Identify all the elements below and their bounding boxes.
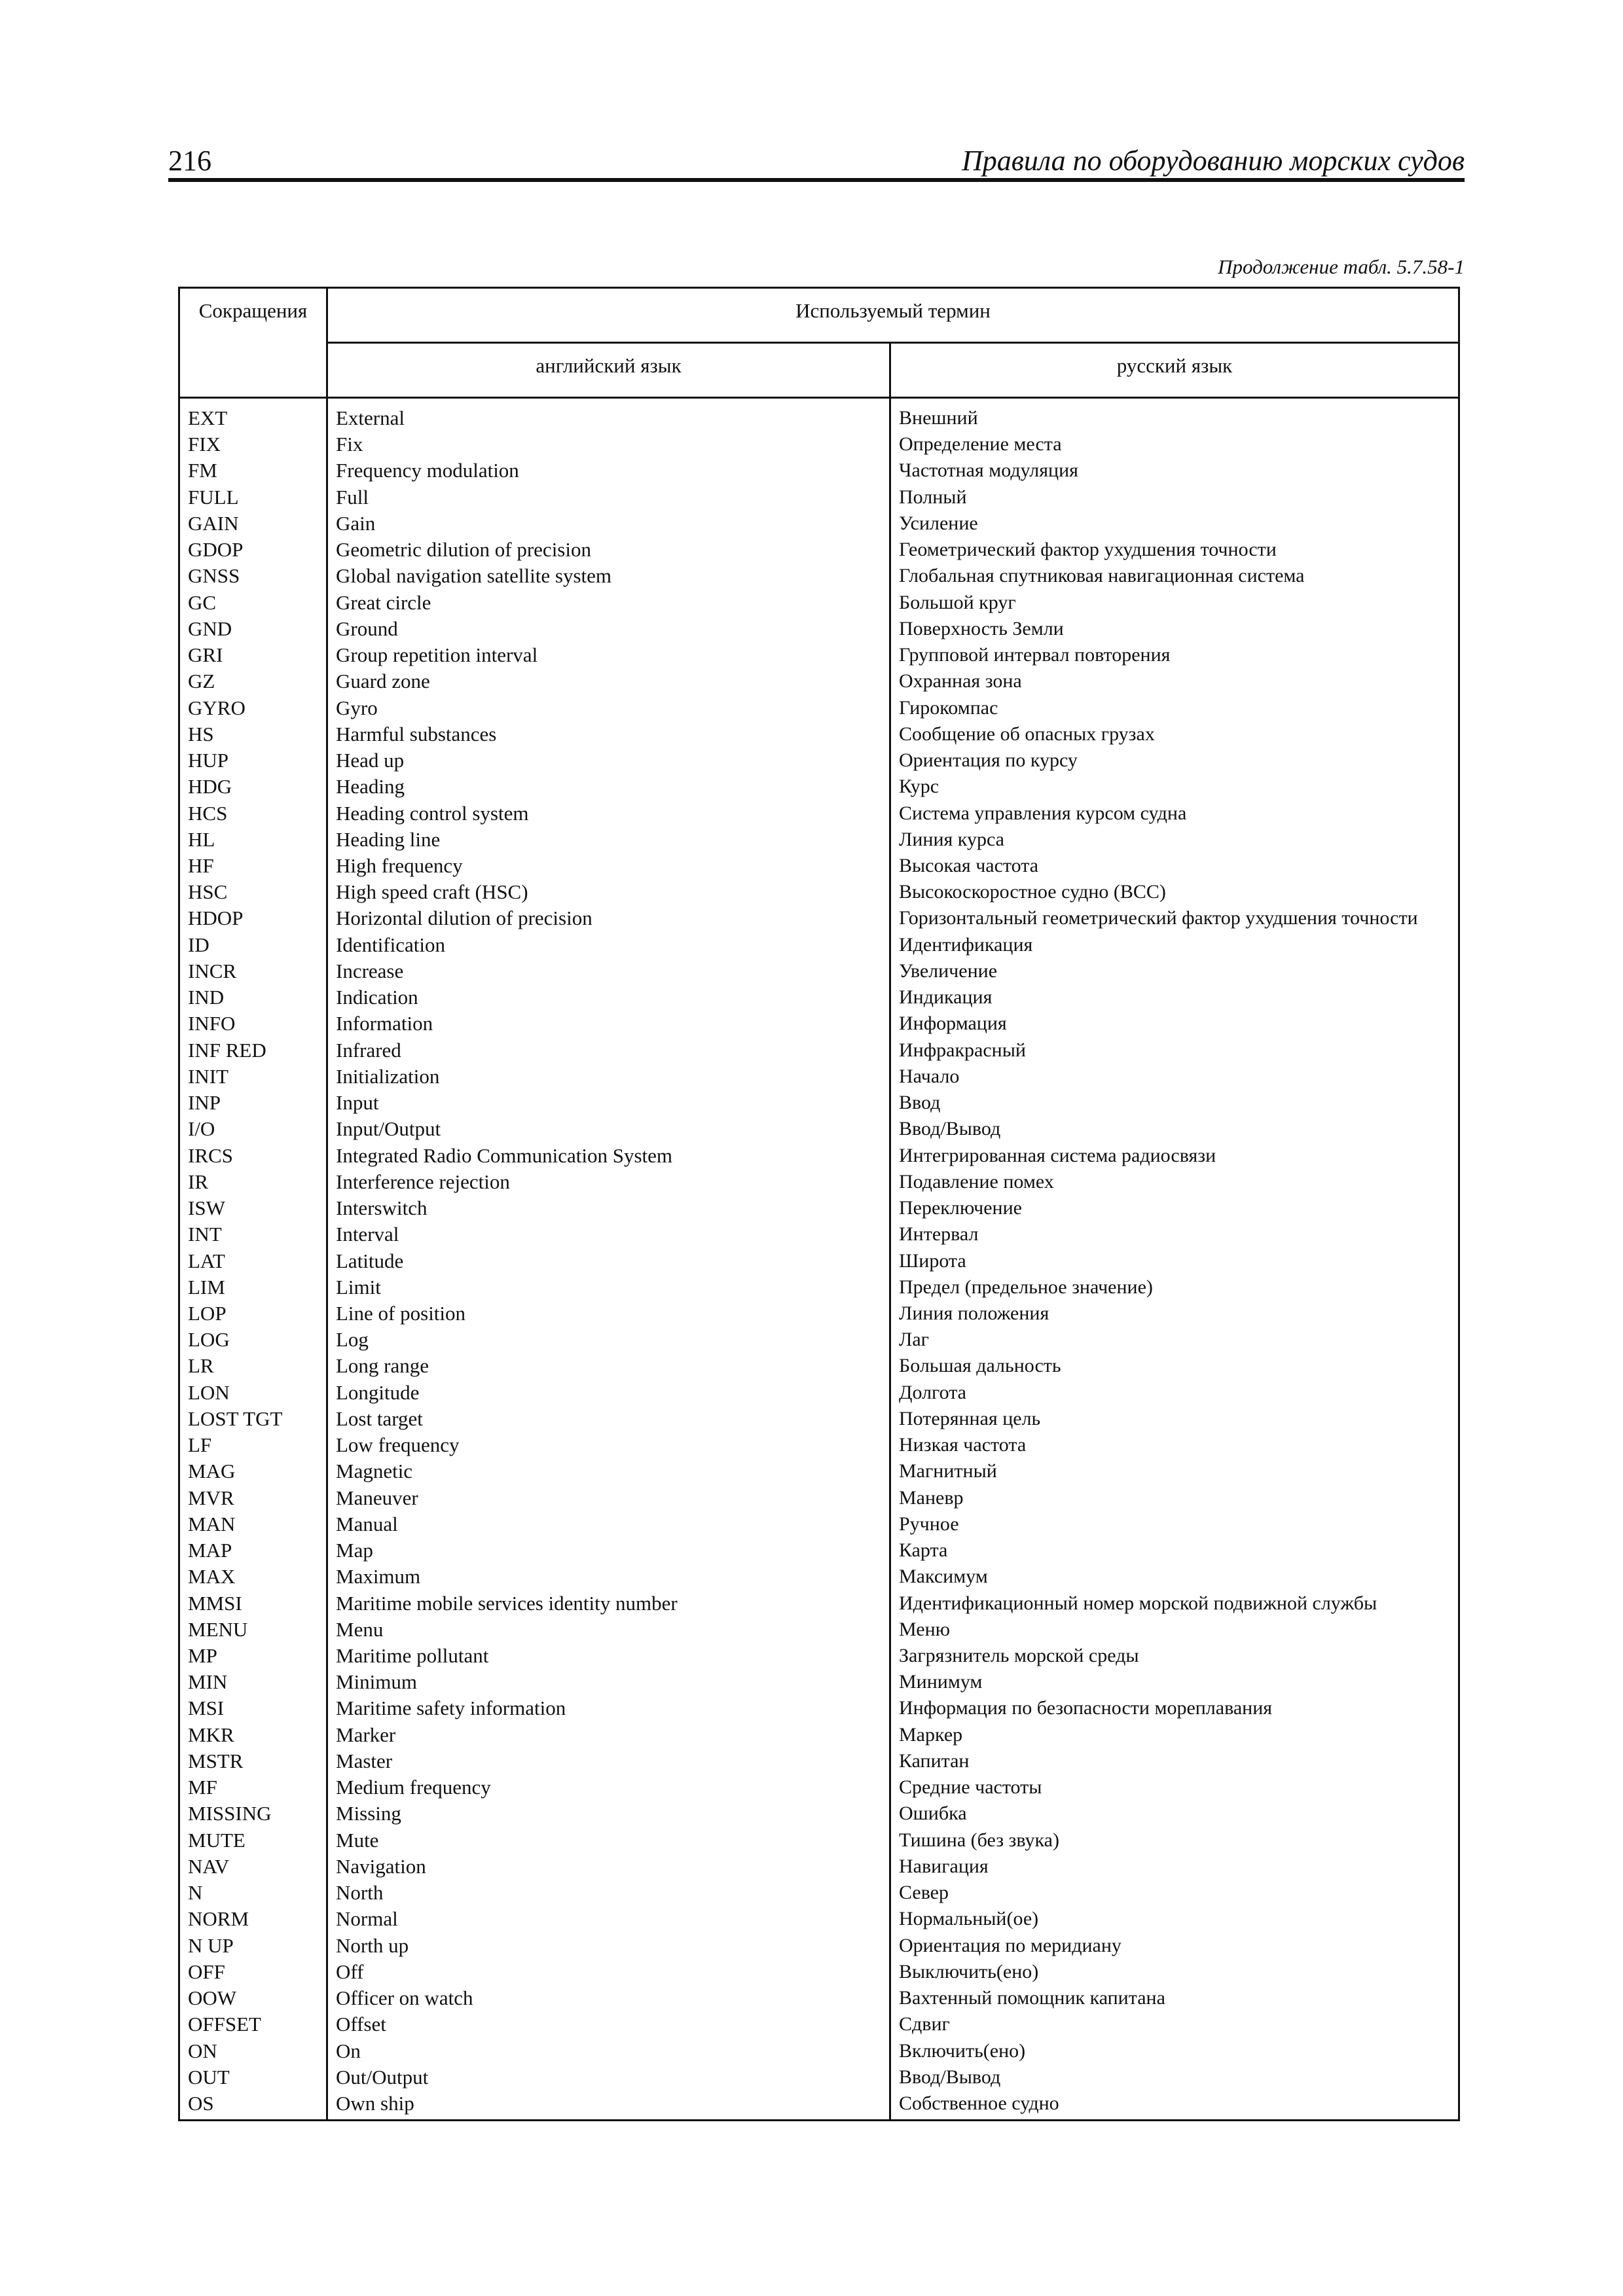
russian-term-cell: Ручное bbox=[890, 1511, 1459, 1537]
abbreviation-cell: FIX bbox=[179, 431, 327, 457]
english-term-cell: Great circle bbox=[327, 590, 890, 616]
russian-term-cell: Капитан bbox=[890, 1748, 1459, 1774]
russian-term-cell: Переключение bbox=[890, 1195, 1459, 1221]
abbreviation-cell: FM bbox=[179, 457, 327, 484]
english-term-cell: Guard zone bbox=[327, 668, 890, 694]
english-term-cell: Minimum bbox=[327, 1669, 890, 1695]
abbreviation-cell: GNSS bbox=[179, 563, 327, 589]
column-header-english: английский язык bbox=[327, 343, 890, 398]
table-row bbox=[179, 1037, 1459, 1064]
russian-term-cell: Идентификационный номер морской подвижной службы bbox=[890, 1590, 1459, 1617]
table-caption: Продолжение табл. 5.7.58-1 bbox=[1218, 255, 1465, 278]
table-row bbox=[179, 2090, 1459, 2121]
russian-term-cell: Усиление bbox=[890, 511, 1459, 537]
english-term-cell: North up bbox=[327, 1933, 890, 1959]
abbreviation-cell: INP bbox=[179, 1090, 327, 1116]
russian-term-cell: Сдвиг bbox=[890, 2011, 1459, 2037]
english-term-cell: Offset bbox=[327, 2011, 890, 2037]
english-term-cell: Officer on watch bbox=[327, 1985, 890, 2011]
abbreviation-cell: MENU bbox=[179, 1617, 327, 1643]
abbreviation-cell: LF bbox=[179, 1432, 327, 1458]
english-term-cell: Magnetic bbox=[327, 1458, 890, 1484]
table-row bbox=[179, 2011, 1459, 2037]
english-term-cell: Manual bbox=[327, 1511, 890, 1537]
abbreviation-cell: LOG bbox=[179, 1327, 327, 1353]
table-row bbox=[179, 1221, 1459, 1247]
english-term-cell: Map bbox=[327, 1537, 890, 1564]
english-term-cell: Maritime pollutant bbox=[327, 1643, 890, 1669]
abbreviation-cell: GYRO bbox=[179, 695, 327, 721]
table-row bbox=[179, 1643, 1459, 1669]
abbreviation-cell: MKR bbox=[179, 1722, 327, 1748]
abbreviation-cell: MUTE bbox=[179, 1827, 327, 1854]
russian-term-cell: Инфракрасный bbox=[890, 1037, 1459, 1064]
english-term-cell: Indication bbox=[327, 984, 890, 1011]
table-row bbox=[179, 1406, 1459, 1432]
table-row bbox=[179, 1774, 1459, 1801]
english-term-cell: Interval bbox=[327, 1221, 890, 1247]
russian-term-cell: Лаг bbox=[890, 1327, 1459, 1353]
english-term-cell: Harmful substances bbox=[327, 721, 890, 747]
table-row bbox=[179, 1827, 1459, 1854]
russian-term-cell: Глобальная спутниковая навигационная система bbox=[890, 563, 1459, 589]
english-term-cell: Increase bbox=[327, 958, 890, 984]
russian-term-cell: Интегрированная система радиосвязи bbox=[890, 1143, 1459, 1169]
table-row bbox=[179, 827, 1459, 853]
english-term-cell: Master bbox=[327, 1748, 890, 1774]
english-term-cell: Latitude bbox=[327, 1248, 890, 1274]
table-row bbox=[179, 853, 1459, 879]
russian-term-cell: Выключить(ено) bbox=[890, 1959, 1459, 1985]
russian-term-cell: Загрязнитель морской среды bbox=[890, 1643, 1459, 1669]
russian-term-cell: Поверхность Земли bbox=[890, 616, 1459, 642]
russian-term-cell: Минимум bbox=[890, 1669, 1459, 1695]
table-row bbox=[179, 1748, 1459, 1774]
english-term-cell: Head up bbox=[327, 747, 890, 774]
abbreviation-cell: MMSI bbox=[179, 1590, 327, 1617]
russian-term-cell: Групповой интервал повторения bbox=[890, 642, 1459, 668]
english-term-cell: North bbox=[327, 1880, 890, 1906]
english-term-cell: Initialization bbox=[327, 1064, 890, 1090]
abbreviation-cell: OFFSET bbox=[179, 2011, 327, 2037]
table-row bbox=[179, 1116, 1459, 1142]
table-row bbox=[179, 1537, 1459, 1564]
english-term-cell: Heading line bbox=[327, 827, 890, 853]
table-row bbox=[179, 800, 1459, 827]
table-row bbox=[179, 1458, 1459, 1484]
column-header-russian: русский язык bbox=[890, 343, 1459, 398]
russian-term-cell: Долгота bbox=[890, 1380, 1459, 1406]
page-header bbox=[168, 143, 1465, 181]
russian-term-cell: Собственное судно bbox=[890, 2090, 1459, 2121]
abbreviation-cell: MSI bbox=[179, 1695, 327, 1721]
russian-term-cell: Определение места bbox=[890, 431, 1459, 457]
abbreviation-cell: HSC bbox=[179, 879, 327, 905]
table-row bbox=[179, 2064, 1459, 2090]
abbreviation-cell: ID bbox=[179, 932, 327, 958]
table-row bbox=[179, 1195, 1459, 1221]
english-term-cell: Heading control system bbox=[327, 800, 890, 827]
abbreviation-cell: HCS bbox=[179, 800, 327, 827]
russian-term-cell: Ввод/Вывод bbox=[890, 1116, 1459, 1142]
abbreviation-cell: HUP bbox=[179, 747, 327, 774]
table-row bbox=[179, 1617, 1459, 1643]
english-term-cell: Maneuver bbox=[327, 1485, 890, 1511]
russian-term-cell: Высокоскоростное судно (ВСС) bbox=[890, 879, 1459, 905]
table-row bbox=[179, 1353, 1459, 1379]
russian-term-cell: Гирокомпас bbox=[890, 695, 1459, 721]
abbreviation-cell: MAX bbox=[179, 1564, 327, 1590]
abbreviation-cell: NORM bbox=[179, 1906, 327, 1932]
english-term-cell: Maximum bbox=[327, 1564, 890, 1590]
english-term-cell: Own ship bbox=[327, 2090, 890, 2121]
table-row bbox=[179, 457, 1459, 484]
english-term-cell: Long range bbox=[327, 1353, 890, 1379]
russian-term-cell: Магнитный bbox=[890, 1458, 1459, 1484]
table-row bbox=[179, 1143, 1459, 1169]
table-row bbox=[179, 1511, 1459, 1537]
table-row bbox=[179, 1274, 1459, 1300]
russian-term-cell: Максимум bbox=[890, 1564, 1459, 1590]
table-row bbox=[179, 616, 1459, 642]
english-term-cell: Fix bbox=[327, 431, 890, 457]
abbreviation-cell: MAG bbox=[179, 1458, 327, 1484]
page-number: 216 bbox=[168, 145, 211, 177]
abbreviation-cell: LR bbox=[179, 1353, 327, 1379]
abbreviation-cell: OS bbox=[179, 2090, 327, 2121]
english-term-cell: Menu bbox=[327, 1617, 890, 1643]
table-row bbox=[179, 668, 1459, 694]
abbreviation-cell: GAIN bbox=[179, 511, 327, 537]
english-term-cell: Information bbox=[327, 1011, 890, 1037]
russian-term-cell: Навигация bbox=[890, 1854, 1459, 1880]
abbreviation-cell: INT bbox=[179, 1221, 327, 1247]
english-term-cell: Input/Output bbox=[327, 1116, 890, 1142]
table-row bbox=[179, 1248, 1459, 1274]
abbreviation-cell: MP bbox=[179, 1643, 327, 1669]
abbreviation-cell: ISW bbox=[179, 1195, 327, 1221]
table-row bbox=[179, 1669, 1459, 1695]
abbreviation-cell: IR bbox=[179, 1169, 327, 1195]
russian-term-cell: Большая дальность bbox=[890, 1353, 1459, 1379]
table-row bbox=[179, 905, 1459, 931]
table-row bbox=[179, 721, 1459, 747]
russian-term-cell: Маневр bbox=[890, 1485, 1459, 1511]
abbreviation-cell: LOST TGT bbox=[179, 1406, 327, 1432]
table-row bbox=[179, 1590, 1459, 1617]
english-term-cell: Line of position bbox=[327, 1300, 890, 1327]
english-term-cell: Out/Output bbox=[327, 2064, 890, 2090]
abbreviation-cell: MVR bbox=[179, 1485, 327, 1511]
abbreviation-cell: INF RED bbox=[179, 1037, 327, 1064]
russian-term-cell: Частотная модуляция bbox=[890, 457, 1459, 484]
english-term-cell: Gyro bbox=[327, 695, 890, 721]
table-row bbox=[179, 1854, 1459, 1880]
table-row bbox=[179, 1722, 1459, 1748]
table-subheader-row bbox=[179, 343, 1459, 398]
table-row bbox=[179, 642, 1459, 668]
russian-term-cell: Полный bbox=[890, 484, 1459, 511]
english-term-cell: Horizontal dilution of precision bbox=[327, 905, 890, 931]
table-row bbox=[179, 2038, 1459, 2064]
russian-term-cell: Тишина (без звука) bbox=[890, 1827, 1459, 1854]
russian-term-cell: Информация bbox=[890, 1011, 1459, 1037]
english-term-cell: Log bbox=[327, 1327, 890, 1353]
table-row bbox=[179, 484, 1459, 511]
table-header-row bbox=[179, 288, 1459, 343]
english-term-cell: Off bbox=[327, 1959, 890, 1985]
abbreviation-cell: MAN bbox=[179, 1511, 327, 1537]
abbreviation-cell: GC bbox=[179, 590, 327, 616]
abbreviation-cell: INCR bbox=[179, 958, 327, 984]
abbreviation-cell: OOW bbox=[179, 1985, 327, 2011]
abbreviation-cell: MIN bbox=[179, 1669, 327, 1695]
abbreviation-cell: HS bbox=[179, 721, 327, 747]
abbreviation-cell: MAP bbox=[179, 1537, 327, 1564]
abbreviation-cell: INIT bbox=[179, 1064, 327, 1090]
english-term-cell: Gain bbox=[327, 511, 890, 537]
russian-term-cell: Низкая частота bbox=[890, 1432, 1459, 1458]
russian-term-cell: Линия положения bbox=[890, 1300, 1459, 1327]
table-row bbox=[179, 1485, 1459, 1511]
abbreviation-cell: N UP bbox=[179, 1933, 327, 1959]
russian-term-cell: Начало bbox=[890, 1064, 1459, 1090]
abbreviation-cell: MSTR bbox=[179, 1748, 327, 1774]
table-row bbox=[179, 1432, 1459, 1458]
russian-term-cell: Сообщение об опасных грузах bbox=[890, 721, 1459, 747]
english-term-cell: Frequency modulation bbox=[327, 457, 890, 484]
russian-term-cell: Ввод/Вывод bbox=[890, 2064, 1459, 2090]
russian-term-cell: Курс bbox=[890, 774, 1459, 800]
abbreviation-cell: LOP bbox=[179, 1300, 327, 1327]
russian-term-cell: Средние частоты bbox=[890, 1774, 1459, 1801]
header-rule bbox=[168, 178, 1465, 182]
english-term-cell: Maritime safety information bbox=[327, 1695, 890, 1721]
russian-term-cell: Охранная зона bbox=[890, 668, 1459, 694]
russian-term-cell: Увеличение bbox=[890, 958, 1459, 984]
table-row bbox=[179, 1090, 1459, 1116]
english-term-cell: Interswitch bbox=[327, 1195, 890, 1221]
russian-term-cell: Высокая частота bbox=[890, 853, 1459, 879]
english-term-cell: Geometric dilution of precision bbox=[327, 537, 890, 563]
abbreviation-cell: HDOP bbox=[179, 905, 327, 931]
abbreviation-cell: HDG bbox=[179, 774, 327, 800]
table-row bbox=[179, 1380, 1459, 1406]
russian-term-cell: Карта bbox=[890, 1537, 1459, 1564]
abbreviation-cell: GND bbox=[179, 616, 327, 642]
english-term-cell: High frequency bbox=[327, 853, 890, 879]
table-row bbox=[179, 1169, 1459, 1195]
english-term-cell: Marker bbox=[327, 1722, 890, 1748]
english-term-cell: Limit bbox=[327, 1274, 890, 1300]
russian-term-cell: Потерянная цель bbox=[890, 1406, 1459, 1432]
table-row bbox=[179, 398, 1459, 432]
russian-term-cell: Подавление помех bbox=[890, 1169, 1459, 1195]
russian-term-cell: Внешний bbox=[890, 398, 1459, 432]
abbreviation-cell: EXT bbox=[179, 398, 327, 432]
russian-term-cell: Геометрический фактор ухудшения точности bbox=[890, 537, 1459, 563]
russian-term-cell: Ориентация по меридиану bbox=[890, 1933, 1459, 1959]
table-row bbox=[179, 511, 1459, 537]
russian-term-cell: Вахтенный помощник капитана bbox=[890, 1985, 1459, 2011]
english-term-cell: Longitude bbox=[327, 1380, 890, 1406]
abbreviation-cell: LON bbox=[179, 1380, 327, 1406]
table-row bbox=[179, 695, 1459, 721]
russian-term-cell: Ввод bbox=[890, 1090, 1459, 1116]
table-row bbox=[179, 563, 1459, 589]
russian-term-cell: Интервал bbox=[890, 1221, 1459, 1247]
english-term-cell: Maritime mobile services identity number bbox=[327, 1590, 890, 1617]
english-term-cell: High speed craft (HSC) bbox=[327, 879, 890, 905]
russian-term-cell: Меню bbox=[890, 1617, 1459, 1643]
russian-term-cell: Ошибка bbox=[890, 1801, 1459, 1827]
table-row bbox=[179, 1801, 1459, 1827]
russian-term-cell: Широта bbox=[890, 1248, 1459, 1274]
abbreviation-cell: GRI bbox=[179, 642, 327, 668]
abbreviation-cell: IND bbox=[179, 984, 327, 1011]
abbreviation-cell: OUT bbox=[179, 2064, 327, 2090]
table-row bbox=[179, 590, 1459, 616]
table-row bbox=[179, 774, 1459, 800]
english-term-cell: Group repetition interval bbox=[327, 642, 890, 668]
russian-term-cell: Индикация bbox=[890, 984, 1459, 1011]
russian-term-cell: Ориентация по курсу bbox=[890, 747, 1459, 774]
table-row bbox=[179, 747, 1459, 774]
table-body bbox=[179, 398, 1459, 2121]
russian-term-cell: Нормальный(ое) bbox=[890, 1906, 1459, 1932]
english-term-cell: External bbox=[327, 398, 890, 432]
table-row bbox=[179, 1564, 1459, 1590]
table-row bbox=[179, 1695, 1459, 1721]
english-term-cell: Heading bbox=[327, 774, 890, 800]
russian-term-cell: Предел (предельное значение) bbox=[890, 1274, 1459, 1300]
english-term-cell: Mute bbox=[327, 1827, 890, 1854]
english-term-cell: Infrared bbox=[327, 1037, 890, 1064]
english-term-cell: Input bbox=[327, 1090, 890, 1116]
table-row bbox=[179, 1933, 1459, 1959]
english-term-cell: Identification bbox=[327, 932, 890, 958]
abbreviation-cell: GDOP bbox=[179, 537, 327, 563]
abbreviation-cell: FULL bbox=[179, 484, 327, 511]
abbreviation-cell: GZ bbox=[179, 668, 327, 694]
english-term-cell: On bbox=[327, 2038, 890, 2064]
abbreviation-cell: LIM bbox=[179, 1274, 327, 1300]
russian-term-cell: Идентификация bbox=[890, 932, 1459, 958]
russian-term-cell: Система управления курсом судна bbox=[890, 800, 1459, 827]
english-term-cell: Low frequency bbox=[327, 1432, 890, 1458]
table-row bbox=[179, 1064, 1459, 1090]
abbreviations-table bbox=[178, 287, 1460, 2121]
abbreviation-cell: MISSING bbox=[179, 1801, 327, 1827]
running-title: Правила по оборудованию морских судов bbox=[961, 145, 1465, 177]
table-row bbox=[179, 1906, 1459, 1932]
table-row bbox=[179, 958, 1459, 984]
english-term-cell: Normal bbox=[327, 1906, 890, 1932]
english-term-cell: Ground bbox=[327, 616, 890, 642]
table-row bbox=[179, 879, 1459, 905]
column-header-term: Используемый термин bbox=[327, 288, 1459, 343]
abbreviation-cell: INFO bbox=[179, 1011, 327, 1037]
english-term-cell: Missing bbox=[327, 1801, 890, 1827]
abbreviation-cell: OFF bbox=[179, 1959, 327, 1985]
table-row bbox=[179, 1011, 1459, 1037]
russian-term-cell: Включить(ено) bbox=[890, 2038, 1459, 2064]
table-row bbox=[179, 1880, 1459, 1906]
english-term-cell: Interference rejection bbox=[327, 1169, 890, 1195]
russian-term-cell: Большой круг bbox=[890, 590, 1459, 616]
table-row bbox=[179, 1985, 1459, 2011]
russian-term-cell: Север bbox=[890, 1880, 1459, 1906]
english-term-cell: Integrated Radio Communication System bbox=[327, 1143, 890, 1169]
english-term-cell: Lost target bbox=[327, 1406, 890, 1432]
abbreviation-cell: NAV bbox=[179, 1854, 327, 1880]
english-term-cell: Navigation bbox=[327, 1854, 890, 1880]
table-row bbox=[179, 1327, 1459, 1353]
table-row bbox=[179, 984, 1459, 1011]
russian-term-cell: Информация по безопасности мореплавания bbox=[890, 1695, 1459, 1721]
table-row bbox=[179, 1959, 1459, 1985]
table-row bbox=[179, 431, 1459, 457]
russian-term-cell: Маркер bbox=[890, 1722, 1459, 1748]
abbreviation-cell: HF bbox=[179, 853, 327, 879]
table-row bbox=[179, 537, 1459, 563]
abbreviation-cell: N bbox=[179, 1880, 327, 1906]
table-row bbox=[179, 1300, 1459, 1327]
abbreviation-cell: ON bbox=[179, 2038, 327, 2064]
english-term-cell: Full bbox=[327, 484, 890, 511]
russian-term-cell: Горизонтальный геометрический фактор ухудшения точности bbox=[890, 905, 1459, 931]
english-term-cell: Global navigation satellite system bbox=[327, 563, 890, 589]
abbreviation-cell: LAT bbox=[179, 1248, 327, 1274]
abbreviation-cell: HL bbox=[179, 827, 327, 853]
english-term-cell: Medium frequency bbox=[327, 1774, 890, 1801]
abbreviation-cell: MF bbox=[179, 1774, 327, 1801]
abbreviation-cell: IRCS bbox=[179, 1143, 327, 1169]
abbreviation-cell: I/O bbox=[179, 1116, 327, 1142]
table-row bbox=[179, 932, 1459, 958]
column-header-abbreviations: Сокращения bbox=[179, 288, 327, 398]
russian-term-cell: Линия курса bbox=[890, 827, 1459, 853]
